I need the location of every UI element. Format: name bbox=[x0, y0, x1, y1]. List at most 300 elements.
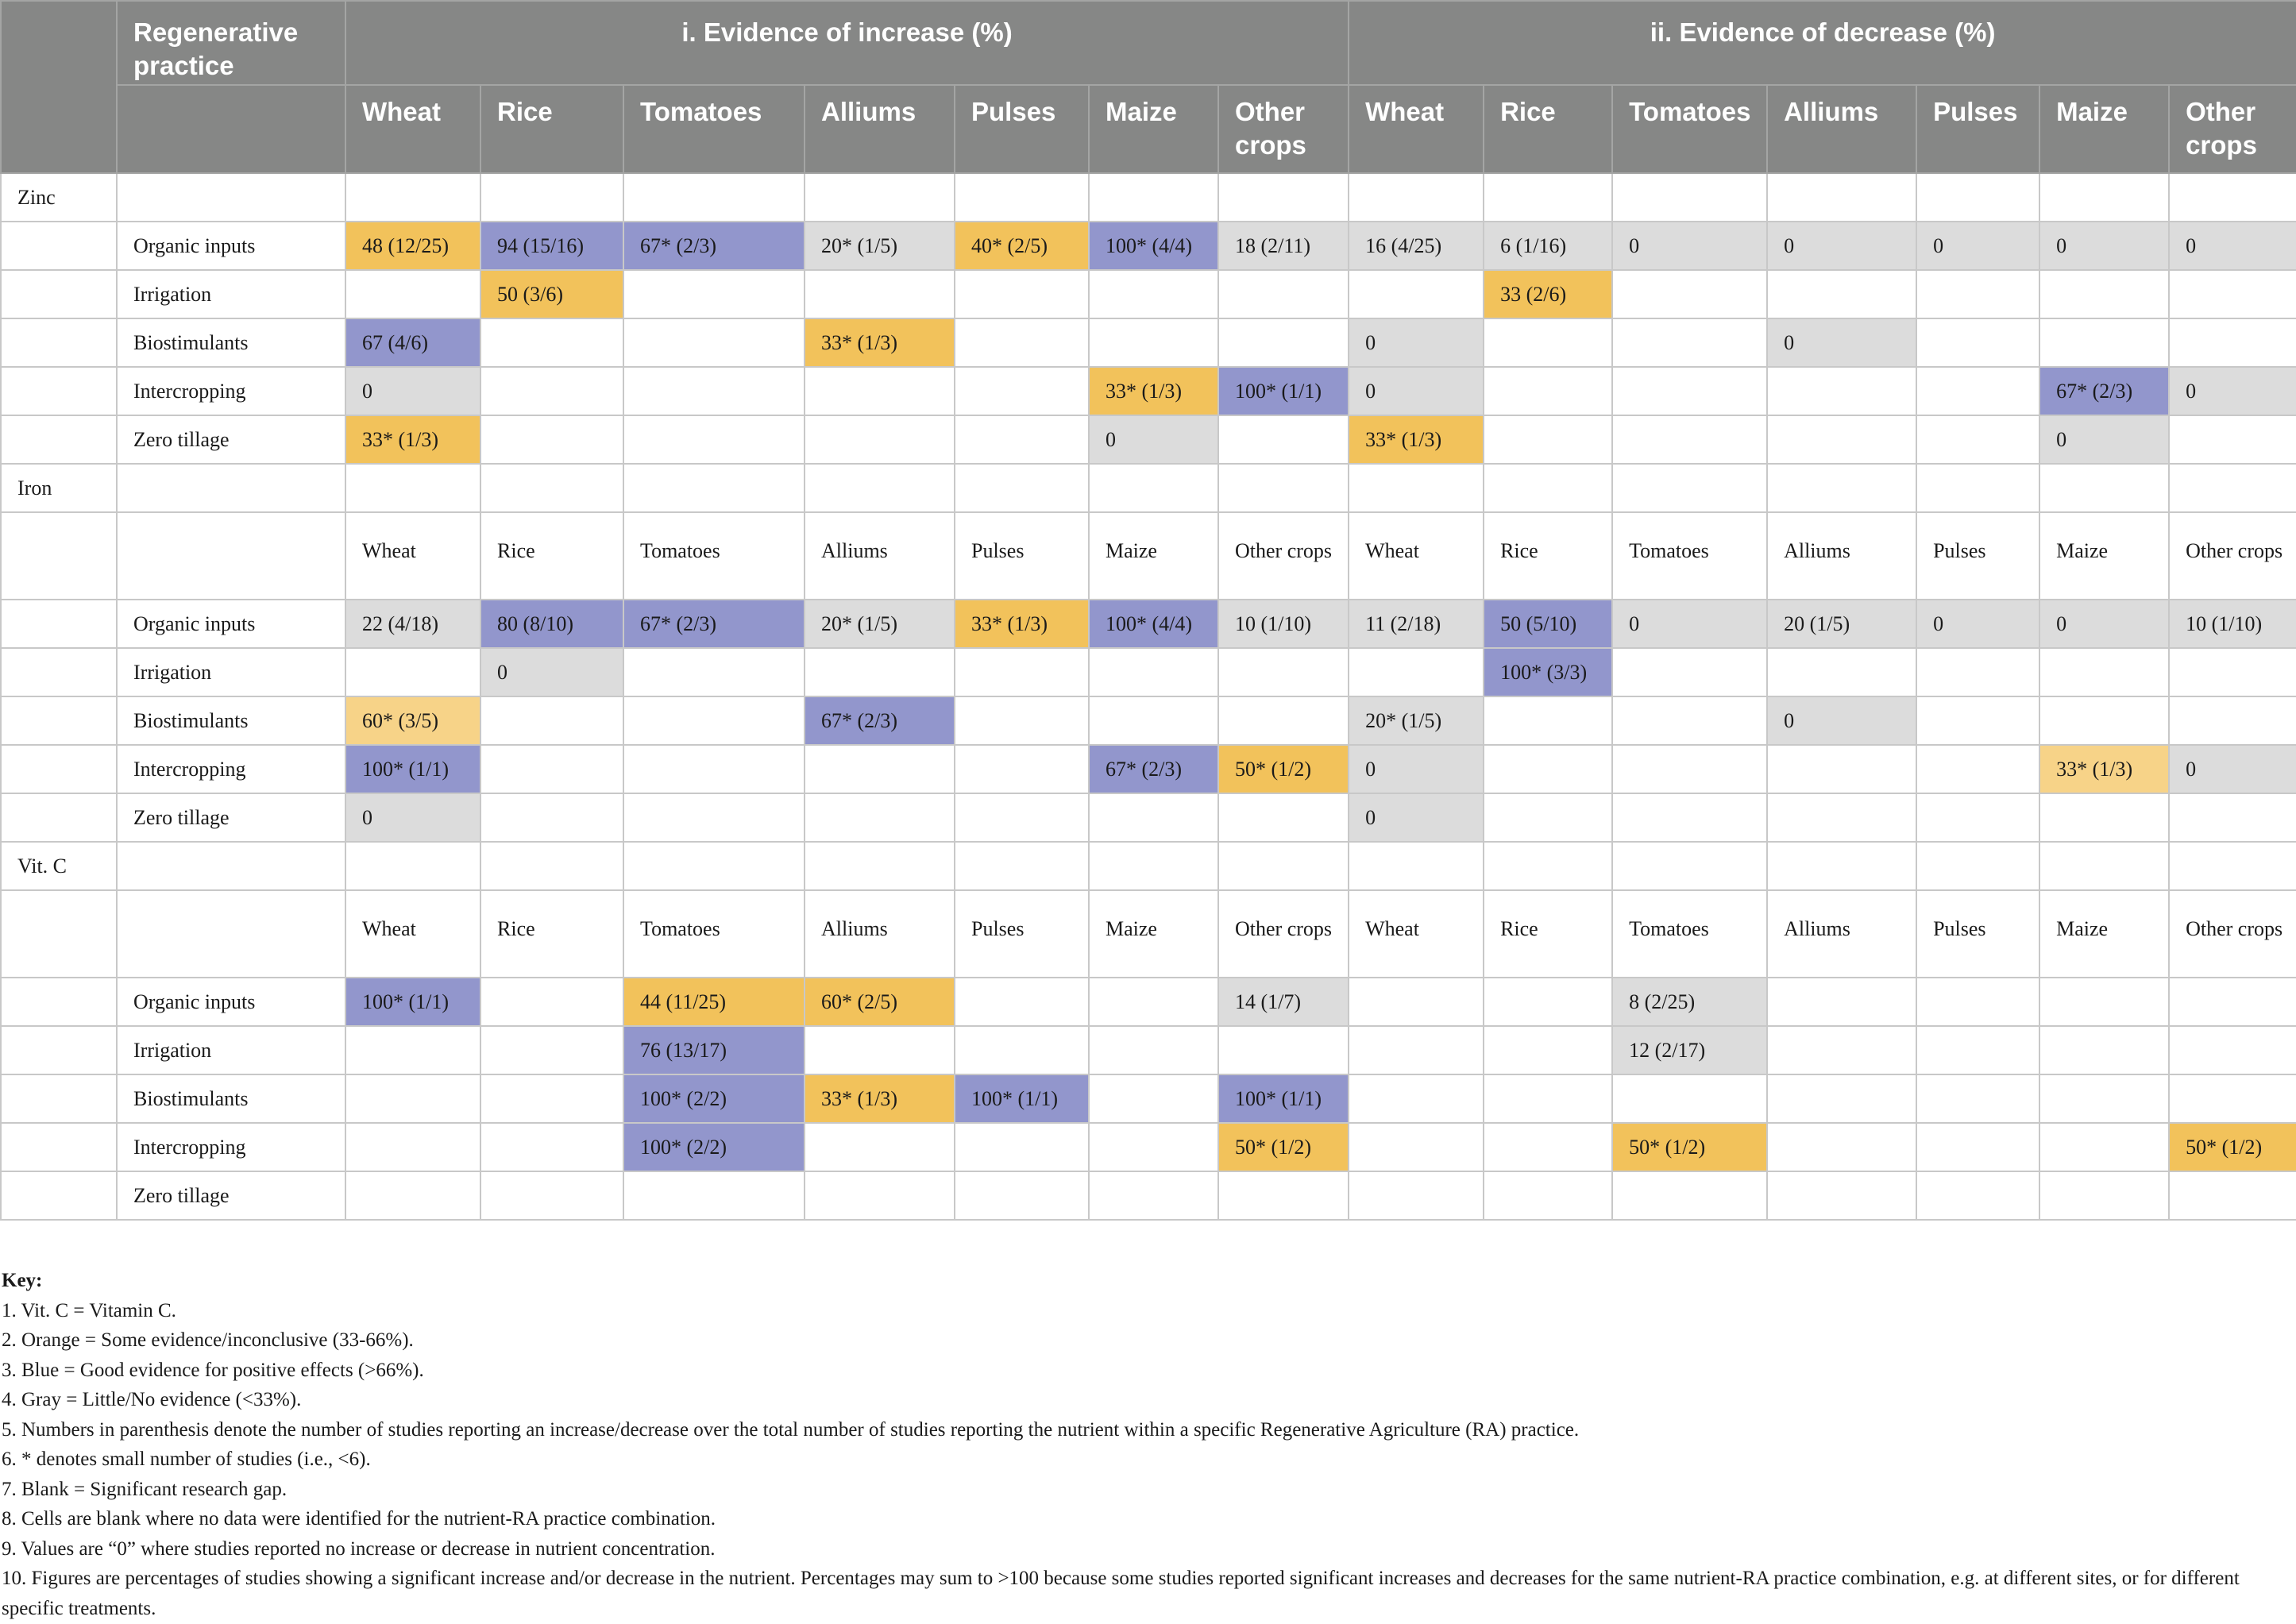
data-cell: 0 bbox=[1767, 222, 1916, 270]
crop-header: Alliums bbox=[1767, 85, 1916, 173]
empty-cell bbox=[1, 1171, 117, 1220]
nutrient-label: Iron bbox=[1, 464, 117, 512]
data-cell bbox=[955, 318, 1089, 367]
practice-label: Biostimulants bbox=[117, 318, 345, 367]
crop-subheader-cell: Maize bbox=[2039, 890, 2169, 978]
data-cell bbox=[623, 793, 805, 842]
data-cell bbox=[955, 270, 1089, 318]
practice-label: Intercropping bbox=[117, 1123, 345, 1171]
key-item: 3. Blue = Good evidence for positive effects (>66%). bbox=[2, 1359, 424, 1381]
empty-cell bbox=[1, 1074, 117, 1123]
data-cell bbox=[805, 1171, 955, 1220]
data-cell bbox=[1612, 696, 1767, 745]
empty-cell bbox=[623, 464, 805, 512]
empty-cell bbox=[117, 464, 345, 512]
table-key bbox=[2, 1266, 2289, 1623]
table-row bbox=[1, 978, 2296, 1026]
data-cell bbox=[2169, 793, 2296, 842]
data-cell bbox=[345, 1026, 480, 1074]
crop-subheader-cell: Wheat bbox=[345, 890, 480, 978]
data-cell bbox=[1612, 1171, 1767, 1220]
data-cell: 14 (1/7) bbox=[1218, 978, 1349, 1026]
crop-header: Rice bbox=[1484, 85, 1612, 173]
table-row bbox=[1, 648, 2296, 696]
data-cell bbox=[1089, 270, 1218, 318]
practice-label: Zero tillage bbox=[117, 793, 345, 842]
empty-cell bbox=[1767, 173, 1916, 222]
empty-cell bbox=[1, 890, 117, 978]
data-cell: 8 (2/25) bbox=[1612, 978, 1767, 1026]
crop-subheader-cell: Tomatoes bbox=[623, 890, 805, 978]
data-cell: 100* (1/1) bbox=[955, 1074, 1089, 1123]
data-cell bbox=[805, 745, 955, 793]
crop-subheader-cell: Alliums bbox=[805, 512, 955, 600]
empty-cell bbox=[480, 464, 623, 512]
practice-label: Irrigation bbox=[117, 648, 345, 696]
data-cell bbox=[1916, 1171, 2039, 1220]
crop-subheader-cell: Pulses bbox=[1916, 890, 2039, 978]
data-cell: 80 (8/10) bbox=[480, 600, 623, 648]
crop-header: Wheat bbox=[345, 85, 480, 173]
empty-cell bbox=[1484, 173, 1612, 222]
data-cell bbox=[2169, 1074, 2296, 1123]
data-cell bbox=[480, 978, 623, 1026]
data-cell: 0 bbox=[345, 367, 480, 415]
data-cell: 100* (1/1) bbox=[1218, 367, 1349, 415]
data-cell bbox=[1218, 270, 1349, 318]
data-cell bbox=[955, 1171, 1089, 1220]
key-item: 8. Cells are blank where no data were identified for the nutrient-RA practice combination. bbox=[2, 1508, 716, 1529]
empty-cell bbox=[1349, 842, 1484, 890]
data-cell bbox=[2169, 648, 2296, 696]
data-cell bbox=[1089, 793, 1218, 842]
data-cell bbox=[955, 367, 1089, 415]
data-cell bbox=[1484, 978, 1612, 1026]
data-cell bbox=[1612, 648, 1767, 696]
data-cell bbox=[1767, 793, 1916, 842]
crop-subheader-cell: Maize bbox=[1089, 890, 1218, 978]
table-row bbox=[1, 367, 2296, 415]
table-row bbox=[1, 1074, 2296, 1123]
crop-header: Alliums bbox=[805, 85, 955, 173]
empty-cell bbox=[1, 696, 117, 745]
data-cell bbox=[1916, 415, 2039, 464]
empty-cell bbox=[1089, 173, 1218, 222]
data-cell bbox=[2169, 415, 2296, 464]
data-cell bbox=[2039, 793, 2169, 842]
data-cell: 0 bbox=[2169, 367, 2296, 415]
data-cell bbox=[2039, 648, 2169, 696]
crop-subheader-cell: Alliums bbox=[1767, 512, 1916, 600]
data-cell bbox=[1349, 978, 1484, 1026]
data-cell: 100* (2/2) bbox=[623, 1123, 805, 1171]
data-cell bbox=[805, 793, 955, 842]
crop-header: Tomatoes bbox=[1612, 85, 1767, 173]
data-cell: 0 bbox=[1612, 222, 1767, 270]
data-cell bbox=[480, 1026, 623, 1074]
data-cell bbox=[1916, 696, 2039, 745]
data-cell bbox=[623, 367, 805, 415]
data-cell: 100* (1/1) bbox=[345, 745, 480, 793]
empty-cell bbox=[955, 464, 1089, 512]
data-cell bbox=[1089, 1171, 1218, 1220]
empty-cell bbox=[955, 173, 1089, 222]
data-cell bbox=[955, 1026, 1089, 1074]
data-cell bbox=[955, 648, 1089, 696]
corner-header-cell bbox=[1, 1, 117, 173]
practice-label: Intercropping bbox=[117, 367, 345, 415]
data-cell bbox=[1218, 415, 1349, 464]
data-cell bbox=[2039, 1171, 2169, 1220]
data-cell bbox=[2169, 978, 2296, 1026]
data-cell bbox=[1218, 318, 1349, 367]
table-row bbox=[1, 600, 2296, 648]
empty-cell bbox=[805, 464, 955, 512]
data-cell bbox=[1767, 648, 1916, 696]
data-cell: 100* (3/3) bbox=[1484, 648, 1612, 696]
crop-subheader-cell: Rice bbox=[1484, 890, 1612, 978]
empty-cell bbox=[623, 842, 805, 890]
data-cell bbox=[480, 745, 623, 793]
empty-cell bbox=[1612, 464, 1767, 512]
data-cell: 18 (2/11) bbox=[1218, 222, 1349, 270]
data-cell bbox=[1767, 367, 1916, 415]
key-item: 7. Blank = Significant research gap. bbox=[2, 1478, 287, 1500]
data-cell bbox=[2039, 270, 2169, 318]
data-cell: 20* (1/5) bbox=[805, 600, 955, 648]
empty-cell bbox=[1089, 464, 1218, 512]
empty-cell bbox=[117, 173, 345, 222]
data-cell bbox=[1612, 270, 1767, 318]
data-cell bbox=[1349, 1171, 1484, 1220]
data-cell bbox=[2039, 318, 2169, 367]
data-cell: 0 bbox=[1767, 696, 1916, 745]
data-cell: 0 bbox=[1089, 415, 1218, 464]
data-cell: 33* (1/3) bbox=[345, 415, 480, 464]
data-cell bbox=[1916, 367, 2039, 415]
data-cell bbox=[805, 415, 955, 464]
data-cell bbox=[1916, 745, 2039, 793]
table-row bbox=[1, 1171, 2296, 1220]
data-cell bbox=[1916, 1026, 2039, 1074]
data-cell: 67* (2/3) bbox=[2039, 367, 2169, 415]
data-cell: 0 bbox=[2169, 745, 2296, 793]
data-cell bbox=[1218, 1171, 1349, 1220]
data-cell: 10 (1/10) bbox=[1218, 600, 1349, 648]
data-cell: 50 (3/6) bbox=[480, 270, 623, 318]
practice-label: Intercropping bbox=[117, 745, 345, 793]
empty-cell bbox=[117, 512, 345, 600]
data-cell bbox=[955, 793, 1089, 842]
crop-subheader-cell: Wheat bbox=[1349, 512, 1484, 600]
data-cell: 0 bbox=[1349, 318, 1484, 367]
data-cell bbox=[1484, 793, 1612, 842]
practice-label: Organic inputs bbox=[117, 600, 345, 648]
data-cell: 0 bbox=[480, 648, 623, 696]
key-item: 1. Vit. C = Vitamin C. bbox=[2, 1299, 176, 1321]
empty-cell bbox=[480, 173, 623, 222]
crop-subheader-row bbox=[1, 890, 2296, 978]
data-cell bbox=[1218, 793, 1349, 842]
data-cell bbox=[480, 1123, 623, 1171]
empty-cell bbox=[345, 173, 480, 222]
empty-cell bbox=[805, 173, 955, 222]
data-cell bbox=[1612, 415, 1767, 464]
data-cell bbox=[805, 367, 955, 415]
data-cell: 20* (1/5) bbox=[1349, 696, 1484, 745]
data-cell: 0 bbox=[1612, 600, 1767, 648]
data-cell bbox=[480, 793, 623, 842]
key-item: 10. Figures are percentages of studies showing a significant increase and/or decrease in the nutrient. Percentages may sum to >100 because some studies reported significant increases and decreases for the same nutrient-RA practice combination, e.g. at different sites, or for different specific treatments. bbox=[2, 1568, 2240, 1619]
data-cell bbox=[2039, 1074, 2169, 1123]
data-cell bbox=[480, 367, 623, 415]
data-cell bbox=[955, 696, 1089, 745]
data-cell: 33* (1/3) bbox=[805, 318, 955, 367]
crop-subheader-cell: Other crops bbox=[2169, 890, 2296, 978]
data-cell bbox=[1218, 1026, 1349, 1074]
data-cell: 67* (2/3) bbox=[1089, 745, 1218, 793]
empty-cell bbox=[480, 842, 623, 890]
data-cell bbox=[1089, 1074, 1218, 1123]
crop-subheader-cell: Wheat bbox=[1349, 890, 1484, 978]
key-item: 9. Values are “0” where studies reported no increase or decrease in nutrient concentration. bbox=[2, 1537, 716, 1560]
key-item: 6. * denotes small number of studies (i.e., <6). bbox=[2, 1448, 371, 1470]
data-cell bbox=[1767, 270, 1916, 318]
practice-label: Irrigation bbox=[117, 270, 345, 318]
data-cell bbox=[955, 1123, 1089, 1171]
data-cell bbox=[1767, 1171, 1916, 1220]
empty-cell bbox=[1916, 464, 2039, 512]
data-cell: 20* (1/5) bbox=[805, 222, 955, 270]
empty-cell bbox=[1, 318, 117, 367]
data-cell bbox=[480, 1074, 623, 1123]
data-cell: 76 (13/17) bbox=[623, 1026, 805, 1074]
data-cell: 100* (4/4) bbox=[1089, 222, 1218, 270]
empty-cell bbox=[1, 1123, 117, 1171]
data-cell: 33* (1/3) bbox=[1349, 415, 1484, 464]
data-cell bbox=[1484, 696, 1612, 745]
data-cell bbox=[1349, 1123, 1484, 1171]
data-cell bbox=[1484, 367, 1612, 415]
data-cell bbox=[1612, 318, 1767, 367]
data-cell: 0 bbox=[1349, 745, 1484, 793]
data-cell bbox=[1612, 793, 1767, 842]
empty-cell bbox=[1, 793, 117, 842]
data-cell bbox=[1484, 745, 1612, 793]
crop-header: Maize bbox=[1089, 85, 1218, 173]
data-cell bbox=[480, 318, 623, 367]
crop-header: Maize bbox=[2039, 85, 2169, 173]
practice-column-header: Regenerative practice bbox=[117, 1, 345, 85]
empty-cell bbox=[1218, 173, 1349, 222]
crop-subheader-cell: Rice bbox=[480, 890, 623, 978]
crop-header: Rice bbox=[480, 85, 623, 173]
data-cell: 0 bbox=[2039, 415, 2169, 464]
data-cell: 0 bbox=[2039, 600, 2169, 648]
crop-subheader-cell: Other crops bbox=[1218, 512, 1349, 600]
data-cell bbox=[1916, 1074, 2039, 1123]
crop-header: Other crops bbox=[2169, 85, 2296, 173]
empty-cell bbox=[117, 890, 345, 978]
data-cell bbox=[1089, 648, 1218, 696]
data-cell bbox=[1612, 745, 1767, 793]
data-cell: 50* (1/2) bbox=[1612, 1123, 1767, 1171]
empty-cell bbox=[1, 270, 117, 318]
table-row bbox=[1, 745, 2296, 793]
key-item: 2. Orange = Some evidence/inconclusive (33-66%). bbox=[2, 1329, 414, 1351]
data-cell bbox=[345, 1074, 480, 1123]
data-cell bbox=[1484, 1026, 1612, 1074]
data-cell: 100* (2/2) bbox=[623, 1074, 805, 1123]
data-cell bbox=[623, 1171, 805, 1220]
data-cell bbox=[2169, 1026, 2296, 1074]
data-cell bbox=[1612, 1074, 1767, 1123]
data-cell bbox=[805, 1026, 955, 1074]
data-cell: 67* (2/3) bbox=[805, 696, 955, 745]
table-body bbox=[1, 173, 2296, 1220]
key-item: 5. Numbers in parenthesis denote the number of studies reporting an increase/decrease over the total number of studies reporting the nutrient within a specific Regenerative Agriculture (RA) practice. bbox=[2, 1418, 1580, 1441]
crop-header: Wheat bbox=[1349, 85, 1484, 173]
data-cell bbox=[2169, 696, 2296, 745]
data-cell bbox=[1089, 696, 1218, 745]
crop-header: Pulses bbox=[1916, 85, 2039, 173]
data-cell bbox=[2169, 270, 2296, 318]
crop-subheader-cell: Pulses bbox=[1916, 512, 2039, 600]
empty-cell bbox=[1, 415, 117, 464]
nutrient-label: Zinc bbox=[1, 173, 117, 222]
empty-cell bbox=[1916, 173, 2039, 222]
empty-cell bbox=[2169, 842, 2296, 890]
empty-cell bbox=[1, 1026, 117, 1074]
data-cell bbox=[805, 270, 955, 318]
empty-cell bbox=[805, 842, 955, 890]
data-cell bbox=[1767, 978, 1916, 1026]
nutrient-row bbox=[1, 842, 2296, 890]
data-cell bbox=[1484, 415, 1612, 464]
practice-label: Biostimulants bbox=[117, 1074, 345, 1123]
empty-cell bbox=[1, 367, 117, 415]
data-cell: 60* (2/5) bbox=[805, 978, 955, 1026]
data-cell bbox=[623, 648, 805, 696]
crop-subheader-cell: Rice bbox=[480, 512, 623, 600]
data-cell: 0 bbox=[1349, 793, 1484, 842]
crop-subheader-cell: Wheat bbox=[345, 512, 480, 600]
empty-cell bbox=[1916, 842, 2039, 890]
data-cell bbox=[1349, 1026, 1484, 1074]
data-cell bbox=[1218, 648, 1349, 696]
data-cell: 67* (2/3) bbox=[623, 600, 805, 648]
crop-subheader-cell: Other crops bbox=[2169, 512, 2296, 600]
data-cell bbox=[1218, 696, 1349, 745]
table-row bbox=[1, 222, 2296, 270]
data-cell bbox=[1089, 318, 1218, 367]
data-cell: 0 bbox=[2169, 222, 2296, 270]
empty-cell bbox=[1, 745, 117, 793]
crop-header: Tomatoes bbox=[623, 85, 805, 173]
data-cell bbox=[345, 1123, 480, 1171]
empty-cell bbox=[1218, 464, 1349, 512]
data-cell: 50* (1/2) bbox=[2169, 1123, 2296, 1171]
data-cell bbox=[623, 415, 805, 464]
crop-header: Other crops bbox=[1218, 85, 1349, 173]
crop-subheader-cell: Rice bbox=[1484, 512, 1612, 600]
table-row bbox=[1, 415, 2296, 464]
key-item: 4. Gray = Little/No evidence (<33%). bbox=[2, 1389, 302, 1410]
crop-subheader-cell: Maize bbox=[1089, 512, 1218, 600]
data-cell bbox=[1484, 318, 1612, 367]
data-cell bbox=[1484, 1123, 1612, 1171]
empty-cell bbox=[345, 842, 480, 890]
key-title: Key: bbox=[2, 1270, 43, 1291]
data-cell bbox=[1612, 367, 1767, 415]
empty-cell bbox=[1612, 842, 1767, 890]
data-cell bbox=[623, 270, 805, 318]
data-cell bbox=[1916, 648, 2039, 696]
data-cell: 33* (1/3) bbox=[955, 600, 1089, 648]
crop-subheader-cell: Alliums bbox=[1767, 890, 1916, 978]
data-cell bbox=[2039, 1026, 2169, 1074]
data-cell: 100* (1/1) bbox=[1218, 1074, 1349, 1123]
data-cell bbox=[1916, 978, 2039, 1026]
crop-subheader-row bbox=[1, 512, 2296, 600]
practice-label: Organic inputs bbox=[117, 978, 345, 1026]
data-cell: 48 (12/25) bbox=[345, 222, 480, 270]
data-cell bbox=[805, 648, 955, 696]
crop-subheader-cell: Tomatoes bbox=[623, 512, 805, 600]
data-cell bbox=[955, 415, 1089, 464]
data-cell bbox=[1484, 1074, 1612, 1123]
practice-label: Biostimulants bbox=[117, 696, 345, 745]
data-cell bbox=[1767, 1074, 1916, 1123]
data-cell: 0 bbox=[1916, 600, 2039, 648]
data-cell bbox=[1484, 1171, 1612, 1220]
decrease-group-header: ii. Evidence of decrease (%) bbox=[1349, 1, 2296, 85]
practice-label: Irrigation bbox=[117, 1026, 345, 1074]
data-cell bbox=[955, 745, 1089, 793]
data-cell: 0 bbox=[1349, 367, 1484, 415]
data-cell: 33* (1/3) bbox=[1089, 367, 1218, 415]
empty-cell bbox=[1089, 842, 1218, 890]
empty-cell bbox=[2169, 464, 2296, 512]
table-row bbox=[1, 1123, 2296, 1171]
data-cell: 10 (1/10) bbox=[2169, 600, 2296, 648]
table-row bbox=[1, 318, 2296, 367]
practice-subheader-cell bbox=[117, 85, 345, 173]
data-cell bbox=[2039, 1123, 2169, 1171]
data-cell: 0 bbox=[1767, 318, 1916, 367]
data-cell: 40* (2/5) bbox=[955, 222, 1089, 270]
empty-cell bbox=[2169, 173, 2296, 222]
nutrient-label: Vit. C bbox=[1, 842, 117, 890]
empty-cell bbox=[1, 512, 117, 600]
data-cell: 20 (1/5) bbox=[1767, 600, 1916, 648]
increase-group-header: i. Evidence of increase (%) bbox=[345, 1, 1349, 85]
data-cell: 0 bbox=[345, 793, 480, 842]
table-row bbox=[1, 793, 2296, 842]
empty-cell bbox=[1, 600, 117, 648]
data-cell: 67* (2/3) bbox=[623, 222, 805, 270]
data-cell bbox=[2169, 1171, 2296, 1220]
empty-cell bbox=[1484, 464, 1612, 512]
crop-subheader-cell: Tomatoes bbox=[1612, 890, 1767, 978]
data-cell: 100* (4/4) bbox=[1089, 600, 1218, 648]
data-cell: 0 bbox=[2039, 222, 2169, 270]
empty-cell bbox=[1, 222, 117, 270]
empty-cell bbox=[2039, 464, 2169, 512]
empty-cell bbox=[623, 173, 805, 222]
data-cell bbox=[1089, 1123, 1218, 1171]
empty-cell bbox=[1349, 464, 1484, 512]
